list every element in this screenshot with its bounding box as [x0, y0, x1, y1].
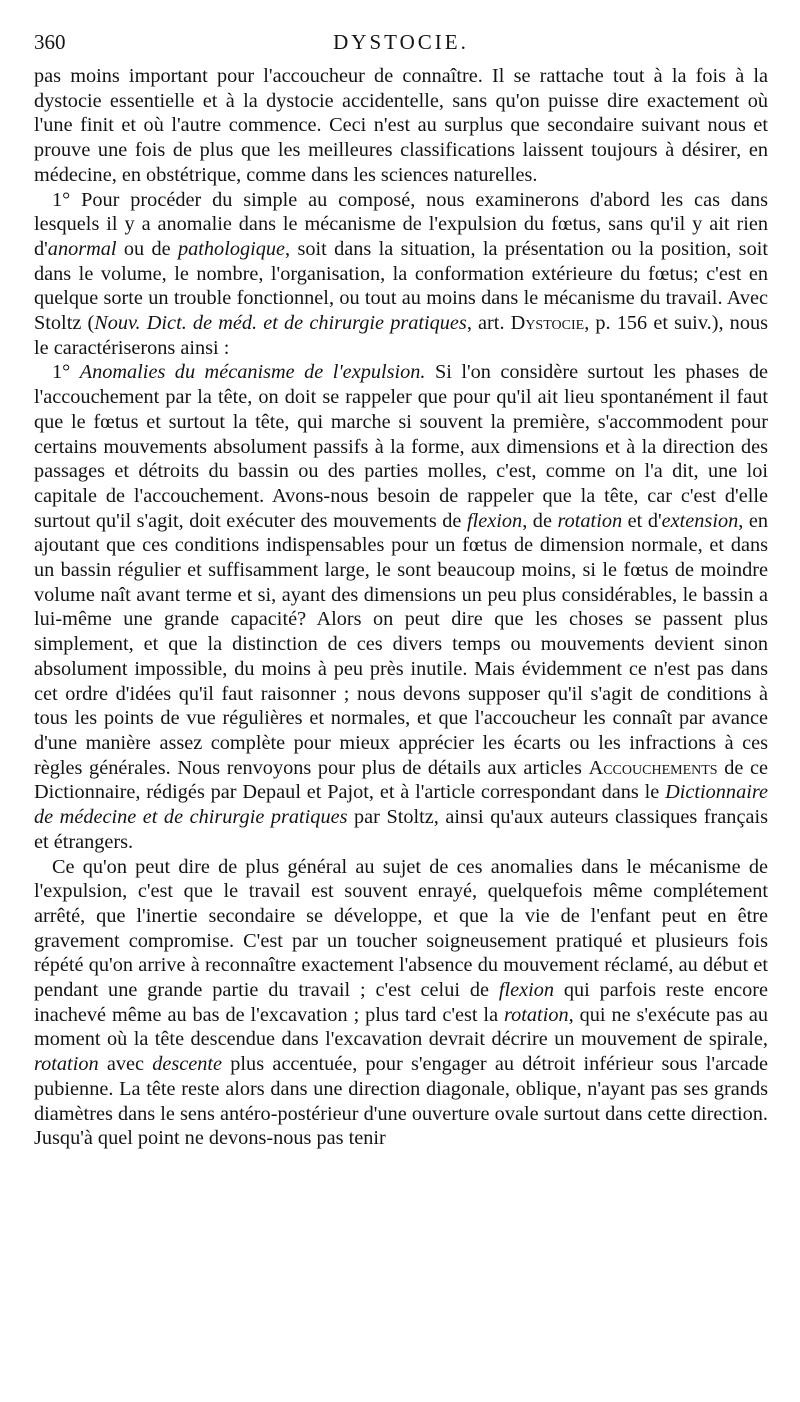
- body-text: [34, 64, 768, 1151]
- paragraph-point-1: 1° Pour procéder du simple au composé, nous examinerons d'abord les cas dans lesquels il y a anomalie dans le mécanisme de l'expulsion du fœtus, sans qu'il y ait rien d'anormal ou de pathologique, soit dans la situation, la présentation ou la position, soit dans le volume, le nombre, l'organisation, la conformation extérieure du fœtus; c'est en quelque sorte un trouble fonctionnel, ou tout au moins dans le mécanisme du travail. Avec Stoltz (Nouv. Dict. de méd. et de chirurgie pratiques, art. Dystocie, p. 156 et suiv.), nous le caractériserons ainsi :: [34, 188, 769, 359]
- running-title: DYSTOCIE.: [333, 30, 469, 54]
- paragraph-general-remarks: Ce qu'on peut dire de plus général au sujet de ces anomalies dans le mécanisme de l'expulsion, c'est que le travail est souvent enrayé, quelquefois même complétement arrêté, que l'inertie secondaire se développe, et que la vie de l'enfant peut en être gravement compromise. C'est par un toucher soigneusement pratiqué et plusieurs fois répété qu'on arrive à reconnaître exactement l'absence du mouvement réclamé, au début et pendant une grande partie du travail ; c'est celui de flexion qui parfois reste encore inachevé même au bas de l'excavation ; plus tard c'est la rotation, qui ne s'exécute pas au moment où la tête descendue dans l'excavation devrait décrire un mouvement de spirale, rotation avec descente plus accentuée, pour s'engager au détroit inférieur sous l'arcade pubienne. La tête reste alors dans une direction diagonale, oblique, n'ayant pas ses grands diamètres dans le sens antéro-postérieur d'une ouverture ovale surtout dans cette direction. Jusqu'à quel point ne devons-nous pas tenir: [34, 855, 769, 1150]
- paragraph-anomalies-mecanisme: 1° Anomalies du mécanisme de l'expulsion. Si l'on considère surtout les phases de l'accouchement par la tête, on doit se rappeler que pour qu'il ait lieu spontanément il faut que le fœtus et surtout la tête, qui marche si souvent la première, s'accommodent pour certains mouvements absolument passifs à la forme, aux dimensions et à la direction des passages et détroits du bassin ou des parties molles, c'est, comme on l'a dit, une loi capitale de l'accouchement. Avons-nous besoin de rappeler que la tête, car c'est d'elle surtout qu'il s'agit, doit exécuter des mouvements de flexion, de rotation et d'extension, en ajoutant que ces conditions indispensables pour un fœtus de dimension normale, et dans un bassin régulier et suffisamment large, le sont beaucoup moins, si le fœtus de moindre volume naît avant terme et si, ayant des dimensions un peu plus considérables, le bassin a lui-même une grande capacité? Alors on peut dire que les choses se passent plus simplement, et que la distinction de ces divers temps ou mouvements devient sinon absolument impossible, du moins à peu près inutile. Mais évidemment ce n'est pas dans cet ordre d'idées qu'il faut raisonner ; nous devons supposer qu'il s'agit de conditions à tous les points de vue régulières et normales, et que l'accoucheur les connaît par avance d'une manière assez complète pour mieux apprécier les écarts ou les infractions à ces règles générales. Nous renvoyons pour plus de détails aux articles Accouchements de ce Dictionnaire, rédigés par Depaul et Pajot, et à l'article correspondant dans le Dictionnaire de médecine et de chirurgie pratiques par Stoltz, ainsi qu'aux auteurs classiques français et étrangers.: [34, 361, 768, 853]
- running-head: [34, 24, 768, 64]
- section-heading: Anomalies du mécanisme de l'expulsion.: [79, 361, 426, 384]
- page-number: 360: [34, 30, 66, 54]
- paragraph-continuation: pas moins important pour l'accoucheur de connaître. Il se rattache tout à la fois à la dystocie essentielle et à la dystocie accidentelle, sans qu'on puisse dire exactement où l'une finit et où l'autre commence. Ceci n'est au surplus que secondaire suivant nous et prouve une fois de plus que les meilleures classifications laissent toujours à désirer, en médecine, en obstétrique, comme dans les sciences naturelles.: [34, 65, 768, 186]
